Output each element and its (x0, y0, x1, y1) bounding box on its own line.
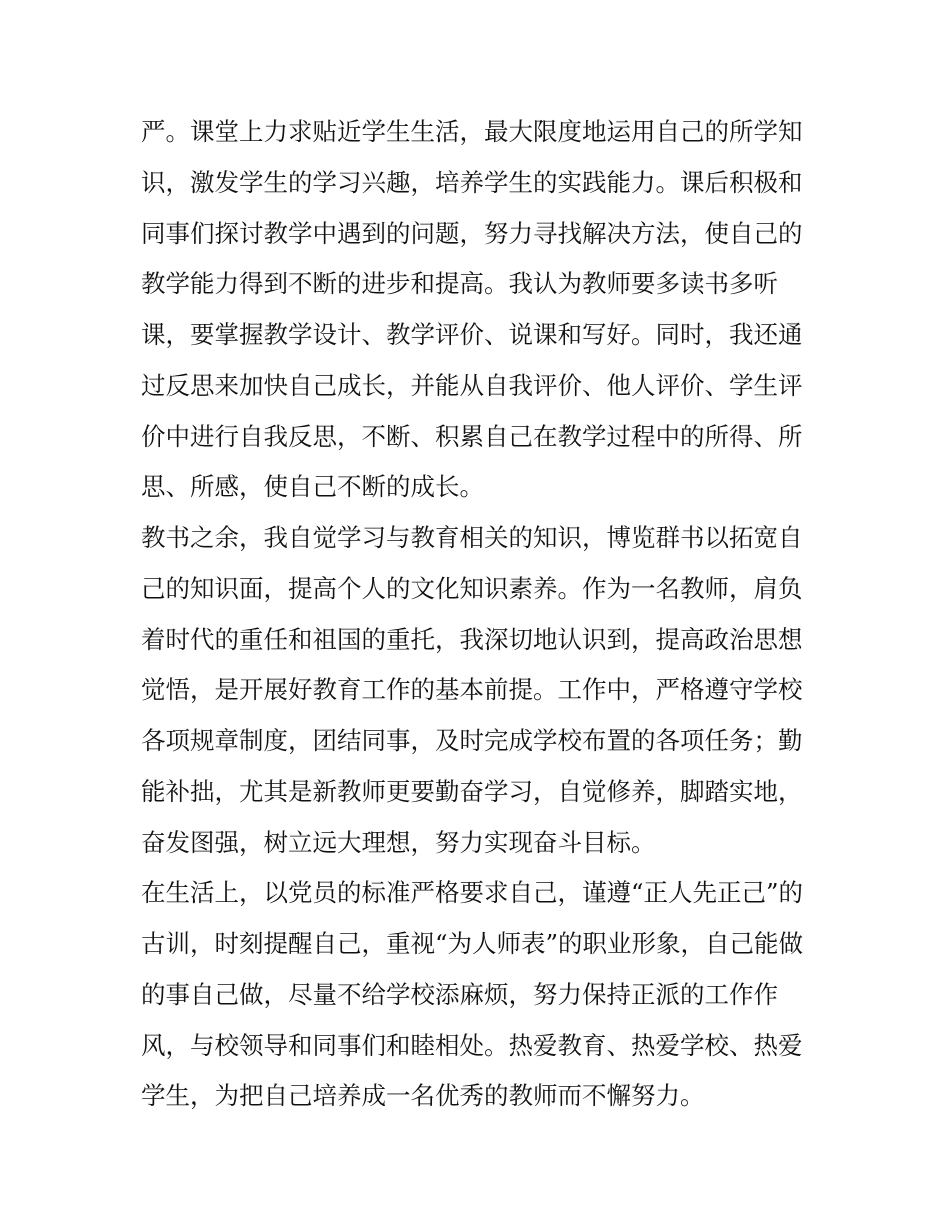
text-line: 风，与校领导和同事们和睦相处。热爱教育、热爱学校、热爱 (141, 1030, 803, 1060)
text-line: 学生，为把自己培养成一名优秀的教师而不懈努力。 (141, 1081, 705, 1111)
document-body (141, 107, 813, 1122)
text-line: 能补拙，尤其是新教师更要勤奋学习，自觉修养，脚踏实地， (141, 776, 803, 806)
text-line: 教书之余，我自觉学习与教育相关的知识，博览群书以拓宽自 (141, 523, 803, 552)
text-line: 价中进行自我反思，不断、积累自己在教学过程中的所得、所 (141, 421, 803, 451)
text-line: 各项规章制度，团结同事，及时完成学校布置的各项任务；勤 (141, 726, 803, 755)
text-line: 着时代的重任和祖国的重托，我深切地认识到，提高政治思想 (141, 624, 803, 654)
text-line: 的事自己做，尽量不给学校添麻烦，努力保持正派的工作作 (141, 979, 778, 1009)
text-line: 古训，时刻提醒自己，重视“为人师表”的职业形象，自己能做 (141, 929, 804, 958)
text-line: 思、所感，使自己不断的成长。 (141, 472, 484, 502)
text-line: 己的知识面，提高个人的文化知识素养。作为一名教师，肩负 (141, 573, 803, 603)
text-line: 严。课堂上力求贴近学生生活，最大限度地运用自己的所学知 (141, 117, 803, 146)
text-line: 课，要掌握教学设计、教学评价、说课和写好。同时，我还通 (141, 320, 803, 349)
text-line: 过反思来加快自己成长，并能从自我评价、他人评价、学生评 (141, 370, 803, 400)
text-line: 识，激发学生的学习兴趣，培养学生的实践能力。课后积极和 (141, 167, 803, 197)
text-line: 教学能力得到不断的进步和提高。我认为教师要多读书多听 (141, 269, 778, 299)
text-line: 同事们探讨教学中遇到的问题，努力寻找解决方法，使自己的 (141, 218, 803, 248)
text-line: 奋发图强，树立远大理想，努力实现奋斗目标。 (141, 827, 656, 857)
text-line: 觉悟，是开展好教育工作的基本前提。工作中，严格遵守学校 (141, 675, 803, 705)
text-line: 在生活上，以党员的标准严格要求自己，谨遵“正人先正己”的 (141, 878, 804, 908)
